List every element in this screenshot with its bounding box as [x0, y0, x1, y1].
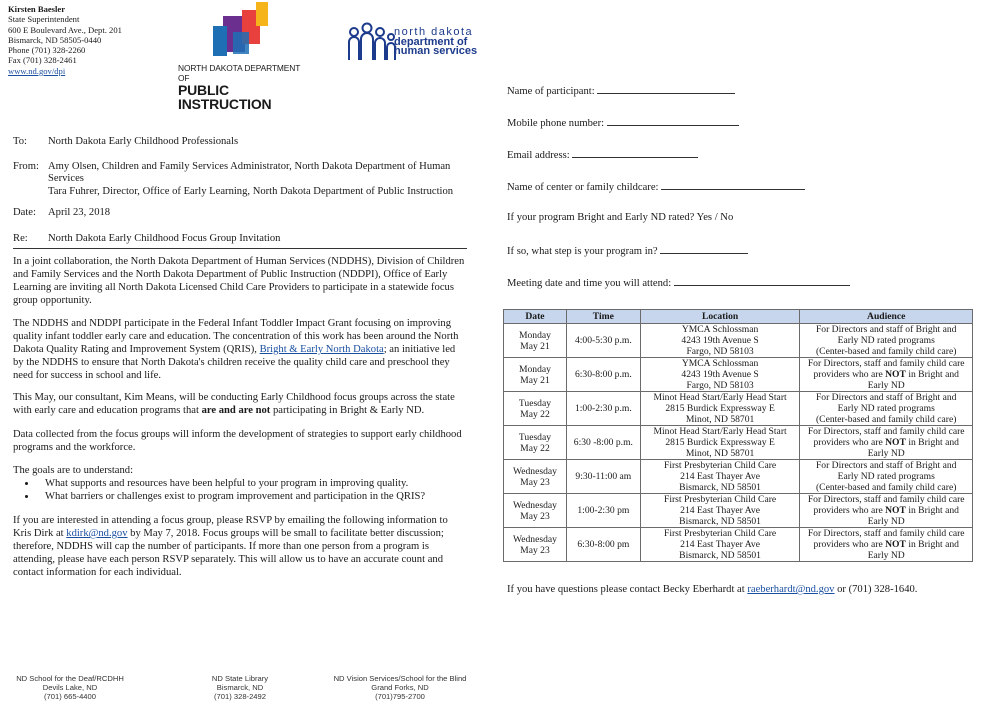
dpi-wordmark-line2: PUBLIC INSTRUCTION: [178, 82, 272, 112]
time-cell: 9:30-11:00 am: [566, 460, 640, 494]
time-cell: 1:00-2:30 p.m.: [566, 392, 640, 426]
audience-line: (Center-based and family child care): [815, 346, 957, 357]
memo-re-value: North Dakota Early Childhood Focus Group Invitation: [48, 233, 281, 244]
table-row: [504, 528, 973, 562]
audience-text: in Bright and: [905, 369, 959, 380]
sender-address-2: Bismarck, ND 58505-0440: [8, 34, 102, 45]
header-audience: Audience: [800, 310, 973, 324]
footer-line: (701) 328-2492: [214, 691, 266, 701]
location-street: 2815 Burdick Expressway E: [665, 437, 775, 448]
audience-cell: [800, 392, 973, 426]
audience-line: Early ND: [867, 448, 905, 459]
date-day: Wednesday: [512, 499, 557, 511]
audience-cell: [800, 528, 973, 562]
p5-text-start: If you are interested in attending a focus group, please RSVP by emailing the following information to Kris Dirk at: [13, 515, 448, 539]
p3-text-end: participating in Bright & Early ND.: [270, 405, 425, 416]
contact-line: [507, 584, 917, 595]
location-name: First Presbyterian Child Care: [663, 494, 777, 505]
audience-line: Early ND rated programs: [837, 403, 935, 414]
date-day: Wednesday: [512, 465, 557, 477]
memo-date-label: Date:: [13, 207, 36, 218]
form-rated: If your program Bright and Early ND rated? Yes / No: [507, 212, 734, 223]
date-day: Monday: [518, 329, 551, 341]
date-day: Monday: [518, 363, 551, 375]
memo-date-value: April 23, 2018: [48, 207, 111, 218]
date-cell: [504, 324, 567, 358]
form-mobile: [507, 115, 739, 130]
p3-text-start: This May, our consultant, Kim Means, will be conducting Early Childhood focus groups across the state with early care and education programs that: [13, 392, 455, 416]
location-city: Minot, ND 58701: [685, 448, 755, 459]
sender-website-link[interactable]: www.nd.gov/dpi: [8, 65, 66, 76]
table-row: [504, 426, 973, 460]
audience-emphasis: NOT: [885, 539, 906, 550]
table-row: [504, 358, 973, 392]
footer-line: ND School for the Deaf/RCDHH: [16, 674, 124, 683]
date-value: May 23: [520, 476, 550, 488]
location-city: Fargo, ND 58103: [686, 380, 754, 391]
center-blank[interactable]: [661, 179, 805, 190]
bright-early-link[interactable]: Bright & Early North Dakota: [259, 344, 384, 355]
body-paragraph-4: Data collected from the focus groups will inform the development of strategies to support early childhood programs and the workforce.: [13, 429, 462, 453]
kdirk-email-link[interactable]: kdirk@nd.gov: [66, 528, 128, 539]
raeberhardt-email-link[interactable]: raeberhardt@nd.gov: [747, 584, 835, 595]
audience-text: providers who are: [813, 437, 886, 448]
memo-from-line1: Amy Olsen, Children and Family Services Administrator, North Dakota Department of Human: [48, 161, 451, 172]
audience-cell: [800, 460, 973, 494]
audience-line: Early ND: [867, 516, 905, 527]
body-paragraph-2: [13, 317, 467, 382]
date-cell: [504, 358, 567, 392]
sender-name: Kirsten Baesler: [8, 4, 66, 14]
audience-text: providers who are: [813, 539, 886, 550]
memo-from-line3: Tara Fuhrer, Director, Office of Early Learning, North Dakota Department of Public Instruction: [48, 186, 454, 197]
participant-label: Name of participant:: [507, 86, 595, 97]
time-cell: 4:00-5:30 p.m.: [566, 324, 640, 358]
participant-blank[interactable]: [597, 83, 735, 94]
footer-line: (701)795-2700: [375, 691, 425, 701]
table-row: [504, 494, 973, 528]
footer-line: ND State Library: [211, 674, 269, 683]
body-paragraph-5: [13, 514, 467, 579]
table-row: [504, 392, 973, 426]
table-header-row: [504, 310, 973, 324]
p2-text-start: The NDDHS and NDDPI participate in the Federal Infant Toddler Impact Grant focusing on improving quality infant toddler early care and education. The concentration of this work has been around the North Dakota Quality Rating and Improvement System (QRIS),: [13, 318, 459, 355]
audience-cell: [800, 324, 973, 358]
audience-emphasis: NOT: [885, 369, 906, 380]
audience-emphasis: NOT: [885, 505, 906, 516]
location-cell: [640, 358, 800, 392]
location-street: 2815 Burdick Expressway E: [665, 403, 775, 414]
audience-text: in Bright and: [905, 539, 959, 550]
location-name: First Presbyterian Child Care: [663, 460, 777, 471]
audience-text: in Bright and: [905, 437, 959, 448]
audience-line: For Directors and staff of Bright and: [815, 392, 957, 403]
form-center: [507, 179, 805, 194]
email-label: Email address:: [507, 150, 570, 161]
date-day: Tuesday: [518, 397, 552, 409]
date-value: May 23: [520, 510, 550, 522]
location-name: Minot Head Start/Early Head Start: [653, 392, 787, 403]
audience-text: in Bright and: [905, 505, 959, 516]
footer-line: Devils Lake, ND: [42, 682, 98, 692]
footer-line: Grand Forks, ND: [371, 682, 429, 692]
dhs-wordmark-line1: north dakota: [394, 26, 474, 38]
sender-address-1: 600 E Boulevard Ave., Dept. 201: [8, 24, 122, 35]
location-cell: [640, 324, 800, 358]
memo-to-label: To:: [13, 136, 27, 147]
audience-line: Early ND: [867, 380, 905, 391]
date-cell: [504, 494, 567, 528]
location-street: 214 East Thayer Ave: [680, 471, 760, 482]
goals-section: [13, 464, 467, 503]
memo-from-line2: Services: [48, 173, 84, 184]
audience-text: providers who are: [813, 505, 886, 516]
sender-title: State Superintendent: [8, 14, 80, 25]
header-date: Date: [504, 310, 567, 324]
memo-divider: [13, 248, 467, 249]
location-cell: [640, 426, 800, 460]
contact-text-start: If you have questions please contact Becky Eberhardt at: [507, 584, 748, 595]
location-name: YMCA Schlossman: [681, 324, 759, 335]
date-day: Wednesday: [512, 533, 557, 545]
location-street: 4243 19th Avenue S: [681, 369, 759, 380]
audience-line: For Directors and staff of Bright and: [815, 324, 957, 335]
body-paragraph-3: [13, 391, 467, 417]
meeting-label: Meeting date and time you will attend:: [507, 278, 672, 289]
form-step: [507, 243, 748, 258]
mobile-blank[interactable]: [607, 115, 739, 126]
date-value: May 22: [520, 408, 550, 420]
location-street: 4243 19th Avenue S: [681, 335, 759, 346]
dpi-wordmark-line1: NORTH DAKOTA DEPARTMENT OF: [178, 63, 301, 83]
goal-item: • What barriers or challenges exist to program improvement and participation in the QRIS?: [37, 490, 467, 503]
dpi-wordmark: [178, 63, 310, 111]
header-location: Location: [640, 310, 800, 324]
location-name: YMCA Schlossman: [681, 358, 759, 369]
audience-line: [800, 437, 972, 448]
audience-line: (Center-based and family child care): [815, 414, 957, 425]
memo-re-label: Re:: [13, 233, 28, 244]
location-cell: [640, 460, 800, 494]
audience-line: For Directors, staff and family child care: [807, 426, 965, 437]
audience-emphasis: NOT: [885, 437, 906, 448]
header-time: Time: [566, 310, 640, 324]
step-blank[interactable]: [660, 243, 748, 254]
location-city: Bismarck, ND 58501: [679, 482, 761, 493]
footer-state-library: [190, 675, 290, 701]
contact-text-end: or (701) 328-1640.: [834, 584, 918, 595]
audience-line: [800, 505, 972, 516]
audience-line: (Center-based and family child care): [815, 482, 957, 493]
goals-intro: The goals are to understand:: [13, 465, 134, 476]
sender-fax: Fax (701) 328-2461: [8, 55, 77, 66]
date-day: Tuesday: [518, 431, 552, 443]
date-value: May 21: [520, 374, 550, 386]
dhs-wordmark: [394, 28, 477, 57]
footer-line: Bismarck, ND: [216, 682, 264, 692]
location-street: 214 East Thayer Ave: [680, 539, 760, 550]
audience-cell: [800, 494, 973, 528]
goal-item: • What supports and resources have been helpful to your program in improving quality.: [37, 477, 467, 490]
date-cell: [504, 392, 567, 426]
location-street: 214 East Thayer Ave: [680, 505, 760, 516]
date-value: May 22: [520, 442, 550, 454]
audience-text: providers who are: [813, 369, 886, 380]
mobile-label: Mobile phone number:: [507, 118, 605, 129]
meeting-blank[interactable]: [674, 275, 850, 286]
footer-line: (701) 665-4400: [44, 691, 96, 701]
email-blank[interactable]: [572, 147, 698, 158]
goals-list: [13, 477, 467, 503]
dhs-logo-icon: [346, 20, 396, 64]
location-city: Fargo, ND 58103: [686, 346, 754, 357]
location-name: First Presbyterian Child Care: [663, 528, 777, 539]
dhs-wordmark-line2: department of: [394, 35, 468, 48]
footer-deaf-school: [10, 675, 130, 701]
location-city: Minot, ND 58701: [685, 414, 755, 425]
audience-cell: [800, 426, 973, 460]
dhs-wordmark-line3: human services: [394, 45, 478, 57]
date-cell: [504, 426, 567, 460]
form-email: [507, 147, 698, 162]
location-city: Bismarck, ND 58501: [679, 550, 761, 561]
date-value: May 23: [520, 544, 550, 556]
memo-to-value: North Dakota Early Childhood Professionals: [48, 136, 239, 147]
table-row: [504, 324, 973, 358]
date-value: May 21: [520, 340, 550, 352]
location-cell: [640, 392, 800, 426]
schedule-table: [503, 309, 973, 562]
date-cell: [504, 528, 567, 562]
audience-line: Early ND rated programs: [837, 471, 935, 482]
audience-cell: [800, 358, 973, 392]
location-city: Bismarck, ND 58501: [679, 516, 761, 527]
body-paragraph-1: In a joint collaboration, the North Dakota Department of Human Services (NDDHS), Division of Children and Family Services and the North Dakota Department of Public Instruction (NDDPI), Office of Early Learning are inviting all North Dakota Licensed Child Care Providers to participate in a statewide focus group opportunity.: [13, 256, 465, 306]
audience-line: For Directors, staff and family child care: [807, 358, 965, 369]
audience-line: Early ND: [867, 550, 905, 561]
footer-line: ND Vision Services/School for the Blind: [333, 674, 467, 683]
audience-line: For Directors, staff and family child care: [807, 494, 965, 505]
time-cell: 6:30-8:00 pm: [566, 528, 640, 562]
p2-text-end: ; an initiative led by the NDDHS to ensure that North Dakota's children receive the quality child care and preschool they need for success in school and life.: [13, 344, 456, 381]
step-label: If so, what step is your program in?: [507, 246, 658, 257]
p3-emphasis: are and are not: [201, 405, 271, 416]
sender-block: [8, 4, 122, 76]
audience-line: [800, 539, 972, 550]
form-meeting: [507, 275, 850, 290]
footer-vision-services: [325, 675, 475, 701]
p5-text-end: by May 7, 2018. Focus groups will be small to facilitate better discussion; therefore, NDDHS will cap the number of participants. If more than one person from a program is attending, please have each person RSVP separately. This will allow us to have an accurate count and contact information for each individual.: [13, 528, 444, 578]
memo-from-label: From:: [13, 161, 39, 172]
time-cell: 1:00-2:30 pm: [566, 494, 640, 528]
time-cell: 6:30-8:00 p.m.: [566, 358, 640, 392]
audience-line: [800, 369, 972, 380]
audience-line: Early ND rated programs: [837, 335, 935, 346]
center-label: Name of center or family childcare:: [507, 182, 659, 193]
table-row: [504, 460, 973, 494]
time-cell: 6:30 -8:00 p.m.: [566, 426, 640, 460]
audience-line: For Directors and staff of Bright and: [815, 460, 957, 471]
audience-line: For Directors, staff and family child care: [807, 528, 965, 539]
sender-phone: Phone (701) 328-2260: [8, 45, 86, 56]
date-cell: [504, 460, 567, 494]
location-cell: [640, 528, 800, 562]
form-participant: [507, 83, 735, 98]
location-cell: [640, 494, 800, 528]
location-name: Minot Head Start/Early Head Start: [653, 426, 787, 437]
